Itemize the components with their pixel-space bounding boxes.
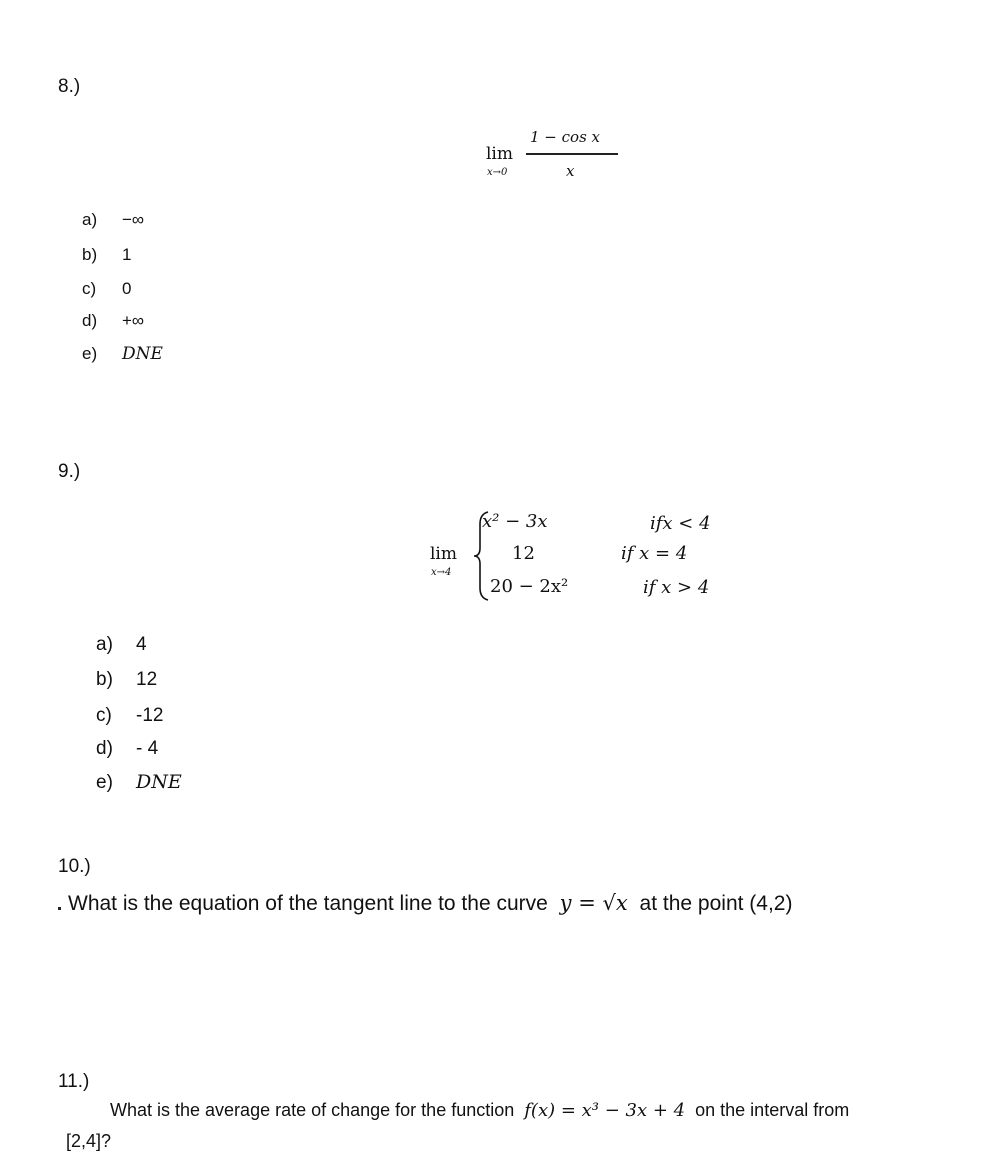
q9-number: 9.)	[58, 461, 81, 482]
q9-case-2-cond: if x = 4	[621, 543, 688, 564]
q9-lim: lim	[430, 544, 457, 564]
q9-option-d: d) - 4	[96, 738, 159, 759]
q9-option-e: e) DNE	[96, 771, 182, 793]
q10-bullet-dot	[58, 907, 61, 910]
q8-option-b: b) 1	[82, 245, 132, 264]
q8-option-d: d) +∞	[82, 311, 145, 330]
q10-question: What is the equation of the tangent line to the curve y = √x at the point (4,2)	[68, 891, 793, 915]
q10-number: 10.)	[58, 856, 91, 877]
q9-option-c: c) -12	[96, 705, 164, 726]
q8-option-a: a) −∞	[82, 210, 145, 229]
q9-case-3-cond: if x > 4	[643, 577, 710, 598]
q8-fraction-bar	[526, 153, 618, 155]
q9-piecewise-limit	[430, 508, 750, 608]
q11-question-line1: What is the average rate of change for the function f(x) = x³ − 3x + 4 on the interval from	[110, 1100, 850, 1121]
q8-option-e: e) DNE	[82, 344, 163, 364]
q9-case-1-expr: x² − 3x	[482, 511, 548, 532]
q8-option-c: c) 0	[82, 279, 132, 298]
q8-lim: lim	[486, 144, 513, 164]
q8-lim-subscript: x→0	[487, 167, 508, 178]
q8-limit-expression	[486, 126, 626, 186]
q11-question-line2: [2,4]?	[66, 1131, 112, 1151]
q8-denominator: x	[566, 162, 575, 180]
q9-case-3-expr: 20 − 2x²	[490, 576, 569, 597]
q11-number: 11.)	[58, 1071, 90, 1092]
q9-option-a: a) 4	[96, 634, 147, 655]
q9-case-2-expr: 12	[512, 543, 535, 564]
q9-case-1-cond: ifx < 4	[650, 513, 711, 534]
q8-numerator: 1 − cos x	[530, 128, 601, 146]
q9-lim-subscript: x→4	[431, 567, 452, 578]
q9-option-b: b) 12	[96, 669, 158, 690]
q8-number: 8.)	[58, 76, 81, 97]
